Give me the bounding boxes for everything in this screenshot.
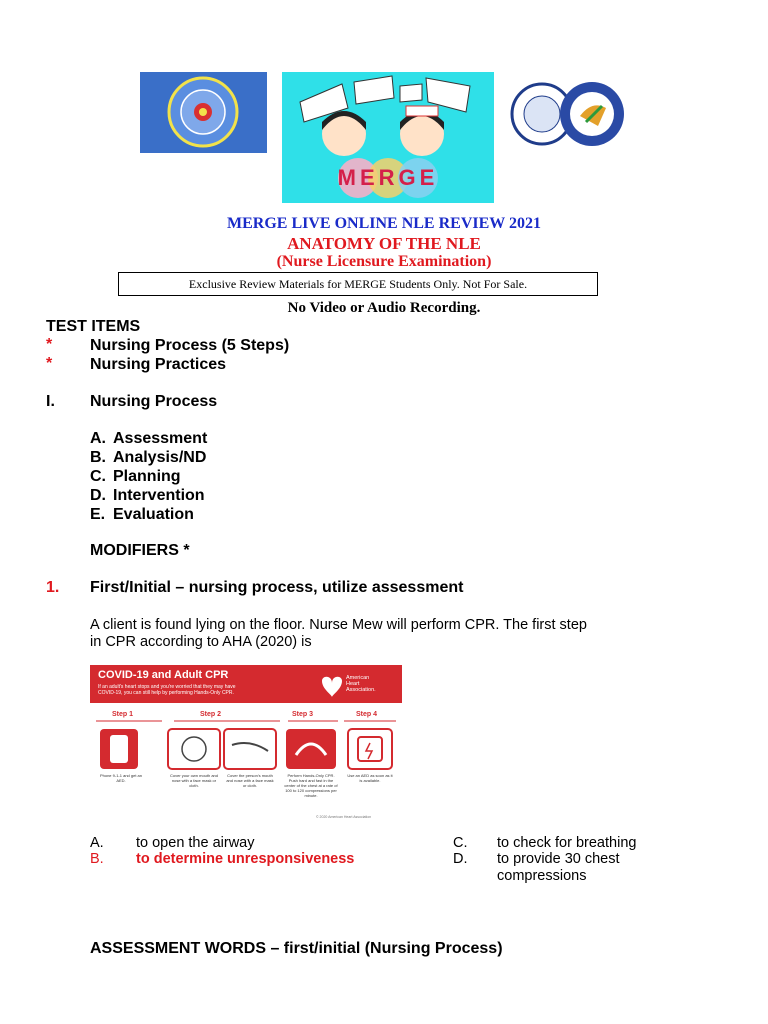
question-line: A client is found lying on the floor. Nurse Mew will perform CPR. The first step [90, 617, 587, 633]
item-number: 1. [46, 579, 60, 596]
no-recording-notice: No Video or Audio Recording. [287, 300, 481, 316]
choice-text-answer: to determine unresponsiveness [136, 851, 355, 867]
choice-letter: B. [90, 851, 104, 867]
step-label: Step 3 [292, 711, 314, 718]
test-item: Nursing Process (5 Steps) [90, 337, 290, 354]
board-of-nursing-logos [510, 78, 628, 150]
bullet-mark: * [46, 355, 53, 372]
merge-word: MERGE [337, 165, 439, 190]
section-title: Nursing Process [90, 393, 218, 410]
choice-text: to open the airway [136, 835, 255, 851]
step-text: Assessment [113, 430, 208, 447]
step-letter: E. [90, 506, 106, 523]
anatomy-title: ANATOMY OF THE NLE [287, 234, 481, 253]
step-text: Intervention [113, 487, 205, 504]
exclusive-notice: Exclusive Review Materials for MERGE Students Only. Not For Sale. [118, 272, 598, 296]
exam-subtitle: (Nurse Licensure Examination) [276, 253, 492, 270]
step-label: Step 2 [200, 711, 222, 718]
step-letter: C. [90, 468, 106, 485]
aha-line: Heart [346, 681, 360, 687]
prc-logo [140, 72, 267, 153]
covid-cpr-poster [90, 665, 402, 823]
step-caption: Phone 9-1-1 and get an AED. [99, 773, 143, 783]
choice-text [497, 851, 620, 885]
bullet-mark: * [46, 336, 53, 353]
step-text: Planning [113, 468, 181, 485]
question-line: in CPR according to AHA (2020) is [90, 634, 312, 650]
step-letter: B. [90, 449, 106, 466]
section-numeral: I. [46, 393, 55, 410]
poster-title: COVID-19 and Adult CPR [98, 669, 229, 681]
step-label: Step 4 [356, 711, 378, 718]
choice-text: to check for breathing [497, 835, 637, 851]
test-items-heading: TEST ITEMS [46, 318, 141, 335]
aha-logo-text [346, 675, 376, 693]
step-letter: D. [90, 487, 106, 504]
review-title: MERGE LIVE ONLINE NLE REVIEW 2021 [227, 215, 541, 232]
step-caption: Perform Hands-Only CPR. Push hard and fast in the center of the chest at a rate of 100 to 120 compressions per minute. [284, 773, 338, 798]
question-text [90, 617, 730, 651]
choice-line: to provide 30 chest [497, 851, 620, 867]
step-label: Step 1 [112, 711, 134, 718]
step-caption: Cover the person's mouth and nose with a face mask or cloth. [226, 773, 274, 788]
step-caption: Cover your own mouth and nose with a face mask or cloth. [169, 773, 219, 788]
choice-letter: A. [90, 835, 104, 851]
choice-letter: C. [453, 835, 468, 851]
poster-subtitle-line: COVID-19, you can still help by performing Hands-Only CPR. [98, 690, 234, 696]
choice-letter: D. [453, 851, 468, 867]
step-text: Evaluation [113, 506, 194, 523]
poster-subtitle [98, 684, 236, 696]
step-letter: A. [90, 430, 106, 447]
aha-line: Association. [346, 687, 376, 693]
step-caption: Use an AED as soon as it is available. [347, 773, 393, 783]
modifiers-heading: MODIFIERS * [90, 542, 190, 559]
poster-footer: © 2020 American Heart Association [316, 815, 372, 819]
step-text: Analysis/ND [113, 449, 207, 466]
test-item: Nursing Practices [90, 356, 227, 373]
choice-line: compressions [497, 868, 587, 884]
merge-logo [282, 72, 494, 203]
poster-subtitle-line: If an adult's heart stops and you're worried that they may have [98, 684, 236, 690]
item-title: First/Initial – nursing process, utilize assessment [90, 579, 464, 596]
assessment-words-heading: ASSESSMENT WORDS – first/initial (Nursing Process) [90, 940, 503, 957]
aha-line: American [346, 675, 370, 681]
